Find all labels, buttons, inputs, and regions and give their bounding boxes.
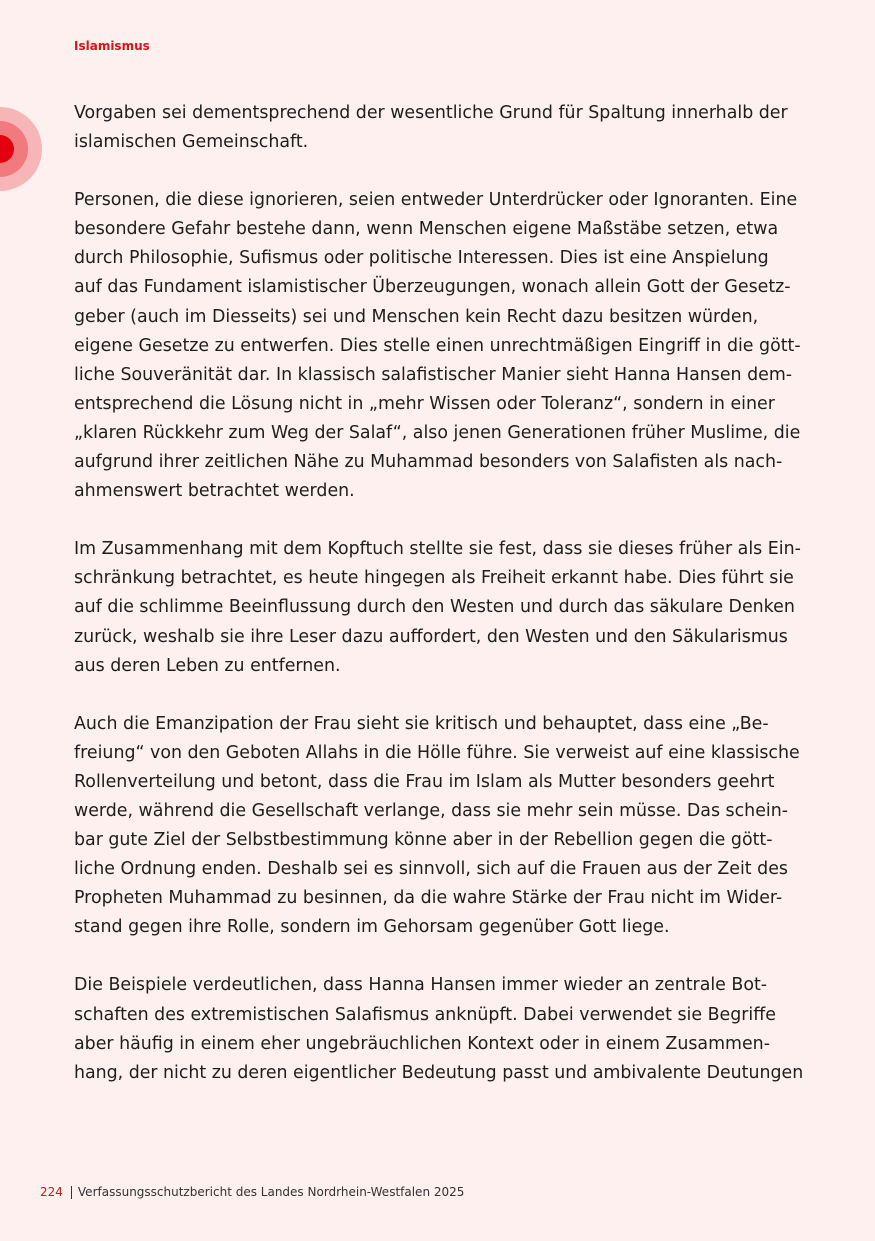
text-line: bar gute Ziel der Selbstbestimmung könne aber in der Rebellion gegen die gött- <box>74 830 773 851</box>
text-line: liche Ordnung enden. Deshalb sei es sinnvoll, sich auf die Frauen aus der Zeit des <box>74 859 788 880</box>
paragraph <box>74 710 804 943</box>
text-line: freiung“ von den Geboten Allahs in die Hölle führe. Sie verweist auf eine klassische <box>74 742 800 763</box>
text-line: aber häufig in einem eher ungebräuchlichen Kontext oder in einem Zusammen- <box>74 1033 770 1054</box>
text-line: Auch die Emanzipation der Frau sieht sie kritisch und behauptet, dass eine „Be- <box>74 713 769 734</box>
text-line: Vorgaben sei dementsprechend der wesentliche Grund für Spaltung innerhalb der <box>74 103 788 123</box>
text-line: zurück, weshalb sie ihre Leser dazu auffordert, den Westen und den Säkularismus <box>74 626 788 647</box>
text-line: schränkung betrachtet, es heute hingegen als Freiheit erkannt habe. Dies führt sie <box>74 568 794 589</box>
text-line: ahmenswert betrachtet werden. <box>74 481 355 502</box>
text-line: islamischen Gemeinschaft. <box>74 132 309 153</box>
text-line: entsprechend die Lösung nicht in „mehr Wissen oder Toleranz“, sondern in einer <box>74 393 775 414</box>
text-line: eigene Gesetze zu entwerfen. Dies stelle einen unrechtmäßigen Eingriff in die gött- <box>74 335 801 356</box>
text-line: stand gegen ihre Rolle, sondern im Gehorsam gegenüber Gott liege. <box>74 917 670 938</box>
paragraph <box>74 99 804 157</box>
section-header: Islamismus <box>74 39 150 53</box>
text-line: besondere Gefahr bestehe dann, wenn Menschen eigene Maßstäbe setzen, etwa <box>74 219 779 240</box>
text-line: Rollenverteilung und betont, dass die Frau im Islam als Mutter besonders geehrt <box>74 771 775 792</box>
text-line: aus deren Leben zu entfernen. <box>74 655 341 676</box>
text-line: Personen, die diese ignorieren, seien entweder Unterdrücker oder Ignoranten. Eine <box>74 190 798 211</box>
text-line: Propheten Muhammad zu besinnen, da die wahre Stärke der Frau nicht im Wider- <box>74 888 783 909</box>
text-line: schaften des extremistischen Salafismus anknüpft. Dabei verwendet sie Begriffe <box>74 1004 776 1025</box>
text-line: aufgrund ihrer zeitlichen Nähe zu Muhammad besonders von Salafisten als nach- <box>74 452 783 473</box>
text-line: Die Beispiele verdeutlichen, dass Hanna Hansen immer wieder an zentrale Bot- <box>74 975 768 996</box>
publication-title: Verfassungsschutzbericht des Landes Nordrhein-Westfalen 2025 <box>77 1185 465 1199</box>
text-line: geber (auch im Diesseits) sei und Menschen kein Recht dazu besitzen würden, <box>74 306 759 327</box>
section-marker-graphic <box>0 107 42 191</box>
text-line: „klaren Rückkehr zum Weg der Salaf“, also jenen Generationen früher Muslime, die <box>74 422 801 443</box>
paragraph <box>74 971 804 1087</box>
text-line: auf die schlimme Beeinflussung durch den Westen und durch das säkulare Denken <box>74 597 795 618</box>
paragraph <box>74 186 804 506</box>
text-line: auf das Fundament islamistischer Überzeugungen, wonach allein Gott der Gesetz- <box>74 277 791 298</box>
body-text <box>74 99 804 1117</box>
text-line: werde, während die Gesellschaft verlange, dass sie mehr sein müsse. Das schein- <box>74 800 789 821</box>
text-line: durch Philosophie, Sufismus oder politische Interessen. Dies ist eine Anspielung <box>74 248 769 269</box>
footer-separator <box>71 1186 72 1199</box>
text-line: hang, der nicht zu deren eigentlicher Bedeutung passt und ambivalente Deutungen <box>74 1062 804 1083</box>
text-line: Im Zusammenhang mit dem Kopftuch stellte sie fest, dass sie dieses früher als Ein- <box>74 539 801 560</box>
paragraph <box>74 535 804 680</box>
text-line: liche Souveränität dar. In klassisch salafistischer Manier sieht Hanna Hansen dem- <box>74 364 793 385</box>
page-number: 224 <box>40 1185 63 1199</box>
page-footer <box>40 1185 464 1199</box>
